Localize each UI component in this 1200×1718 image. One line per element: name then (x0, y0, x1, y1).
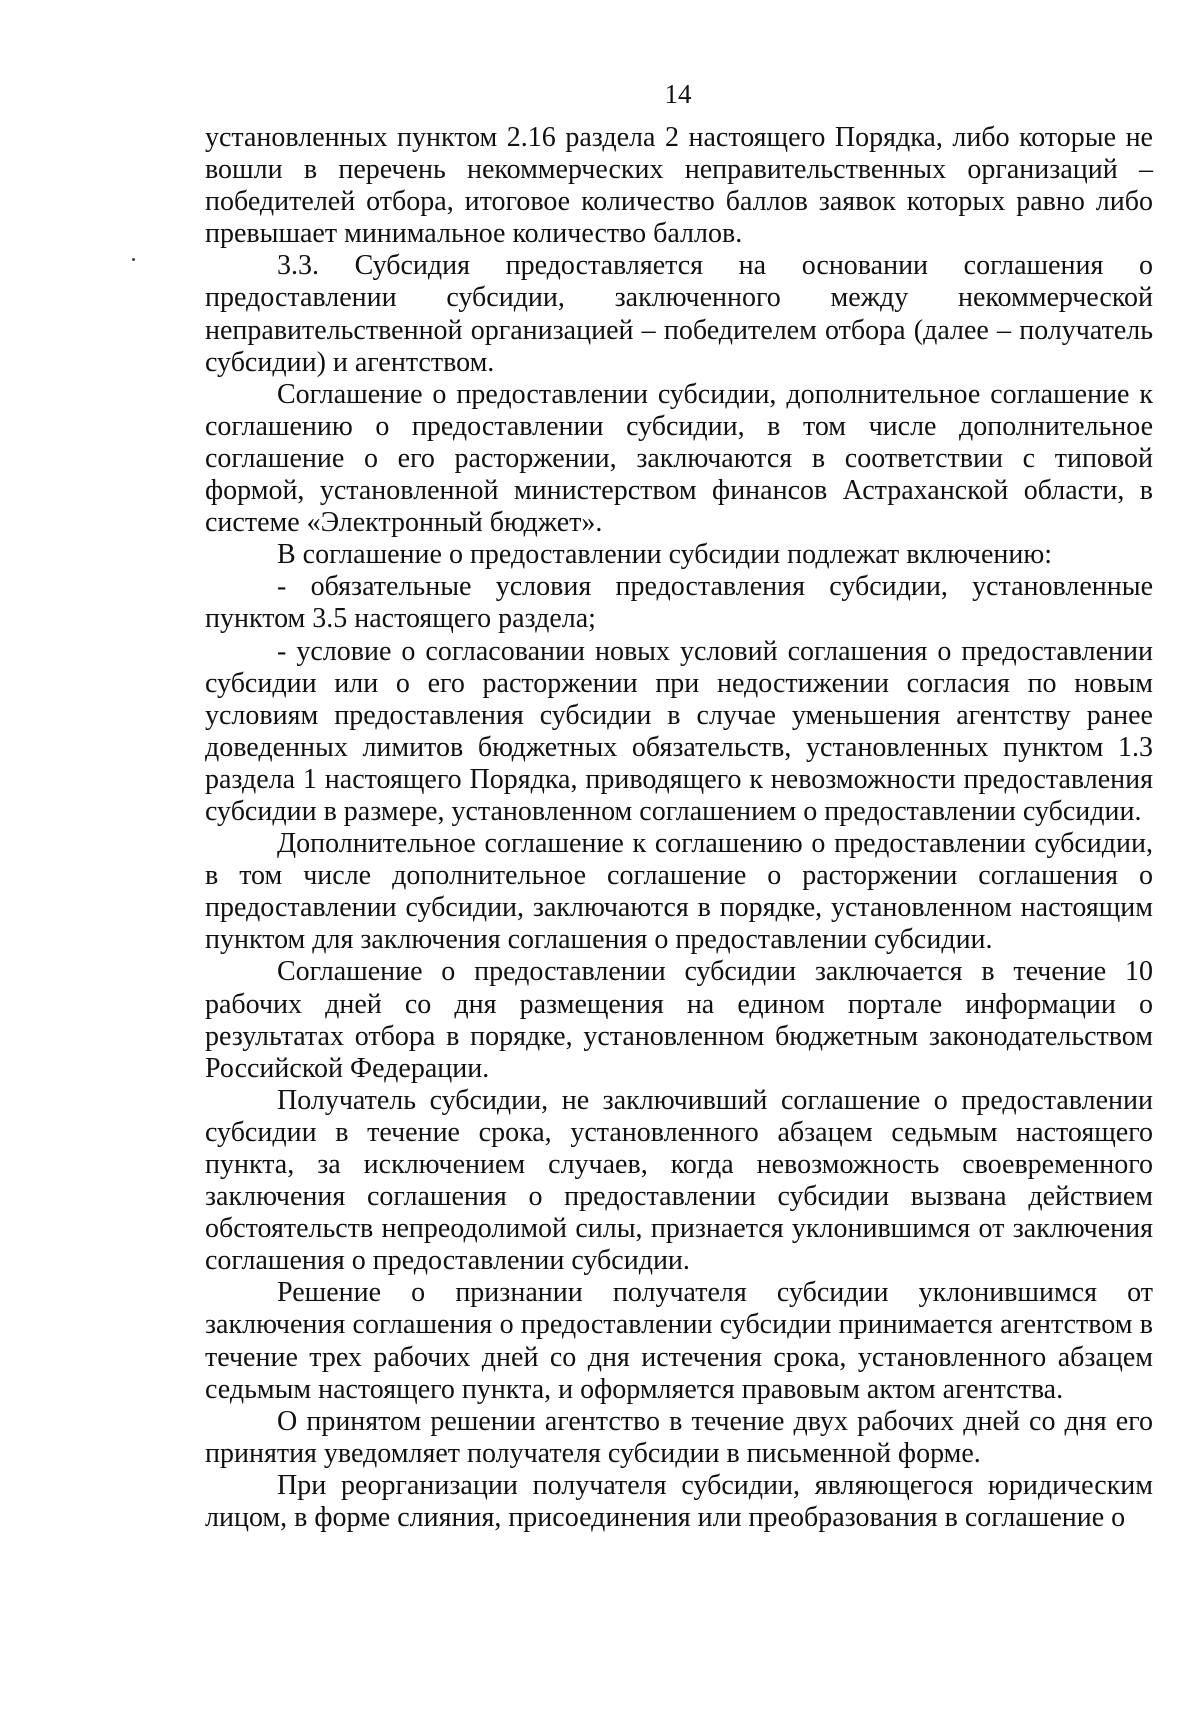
paragraph-3-3: 3.3. Субсидия предоставляется на основании соглашения о предоставлении субсидии, заключенного между некоммерческой неправительственной организацией – победителем отбора (далее – получатель субсидии) и агентством. (205, 250, 1153, 378)
paragraph-reorganization: При реорганизации получателя субсидии, являющегося юридическим лицом, в форме слияния, присоединения или преобразования в соглашение о (205, 1469, 1153, 1534)
paragraph-evasion: Получатель субсидии, не заключивший соглашение о предоставлении субсидии в течение срока, установленного абзацем седьмым настоящего пункта, за исключением случаев, когда невозможность своевременного заключения соглашения о предоставлении субсидии вызвана действием обстоятельств непреодолимой силы, признается уклонившимся от заключения соглашения о предоставлении субсидии. (205, 1084, 1153, 1277)
paragraph-notification: О принятом решении агентство в течение двух рабочих дней со дня его принятия уведомляет получателя субсидии в письменной форме. (205, 1405, 1153, 1469)
paragraph-conclusion-term: Соглашение о предоставлении субсидии заключается в течение 10 рабочих дней со дня размещения на едином портале информации о результатах отбора в порядке, установленном бюджетным законодательством Российской Федерации. (205, 956, 1153, 1084)
paragraph-inclusion-intro: В соглашение о предоставлении субсидии подлежат включению: (277, 539, 1053, 571)
paragraph-agreement-form: Соглашение о предоставлении субсидии, дополнительное соглашение к соглашению о предоставлении субсидии, в том числе дополнительное соглашение о его расторжении, заключаются в соответствии с типовой формой, установленной министерством финансов Астраханской области, в системе «Электронный бюджет». (205, 378, 1153, 539)
paragraph-evasion-decision: Решение о признании получателя субсидии уклонившимся от заключения соглашения о предоставлении субсидии принимается агентством в течение трех рабочих дней со дня истечения срока, установленного абзацем седьмым настоящего пункта, и оформляется правовым актом агентства. (205, 1277, 1153, 1405)
list-item-mandatory-conditions: - обязательные условия предоставления субсидии, установленные пунктом 3.5 настоящего раздела; (205, 571, 1153, 635)
paragraph-continuation: установленных пунктом 2.16 раздела 2 настоящего Порядка, либо которые не вошли в перечень некоммерческих неправительственных организаций – победителей отбора, итоговое количество баллов заявок которых равно либо превышает минимальное количество баллов. (205, 122, 1153, 250)
list-item-new-conditions: - условие о согласовании новых условий соглашения о предоставлении субсидии или о его расторжении при недостижении согласия по новым условиям предоставления субсидии в случае уменьшения агентству ранее доведенных лимитов бюджетных обязательств, установленных пунктом 1.3 раздела 1 настоящего Порядка, приводящего к невозможности предоставления субсидии в размере, установленном соглашением о предоставлении субсидии. (205, 635, 1153, 827)
paragraph-additional-agreement: Дополнительное соглашение к соглашению о предоставлении субсидии, в том числе дополнительное соглашение о расторжении соглашения о предоставлении субсидии, заключаются в порядке, установленном настоящим пунктом для заключения соглашения о предоставлении субсидии. (205, 828, 1153, 956)
scan-speck (132, 258, 135, 261)
page-number: 14 (664, 79, 692, 109)
document-body (205, 122, 1153, 1534)
